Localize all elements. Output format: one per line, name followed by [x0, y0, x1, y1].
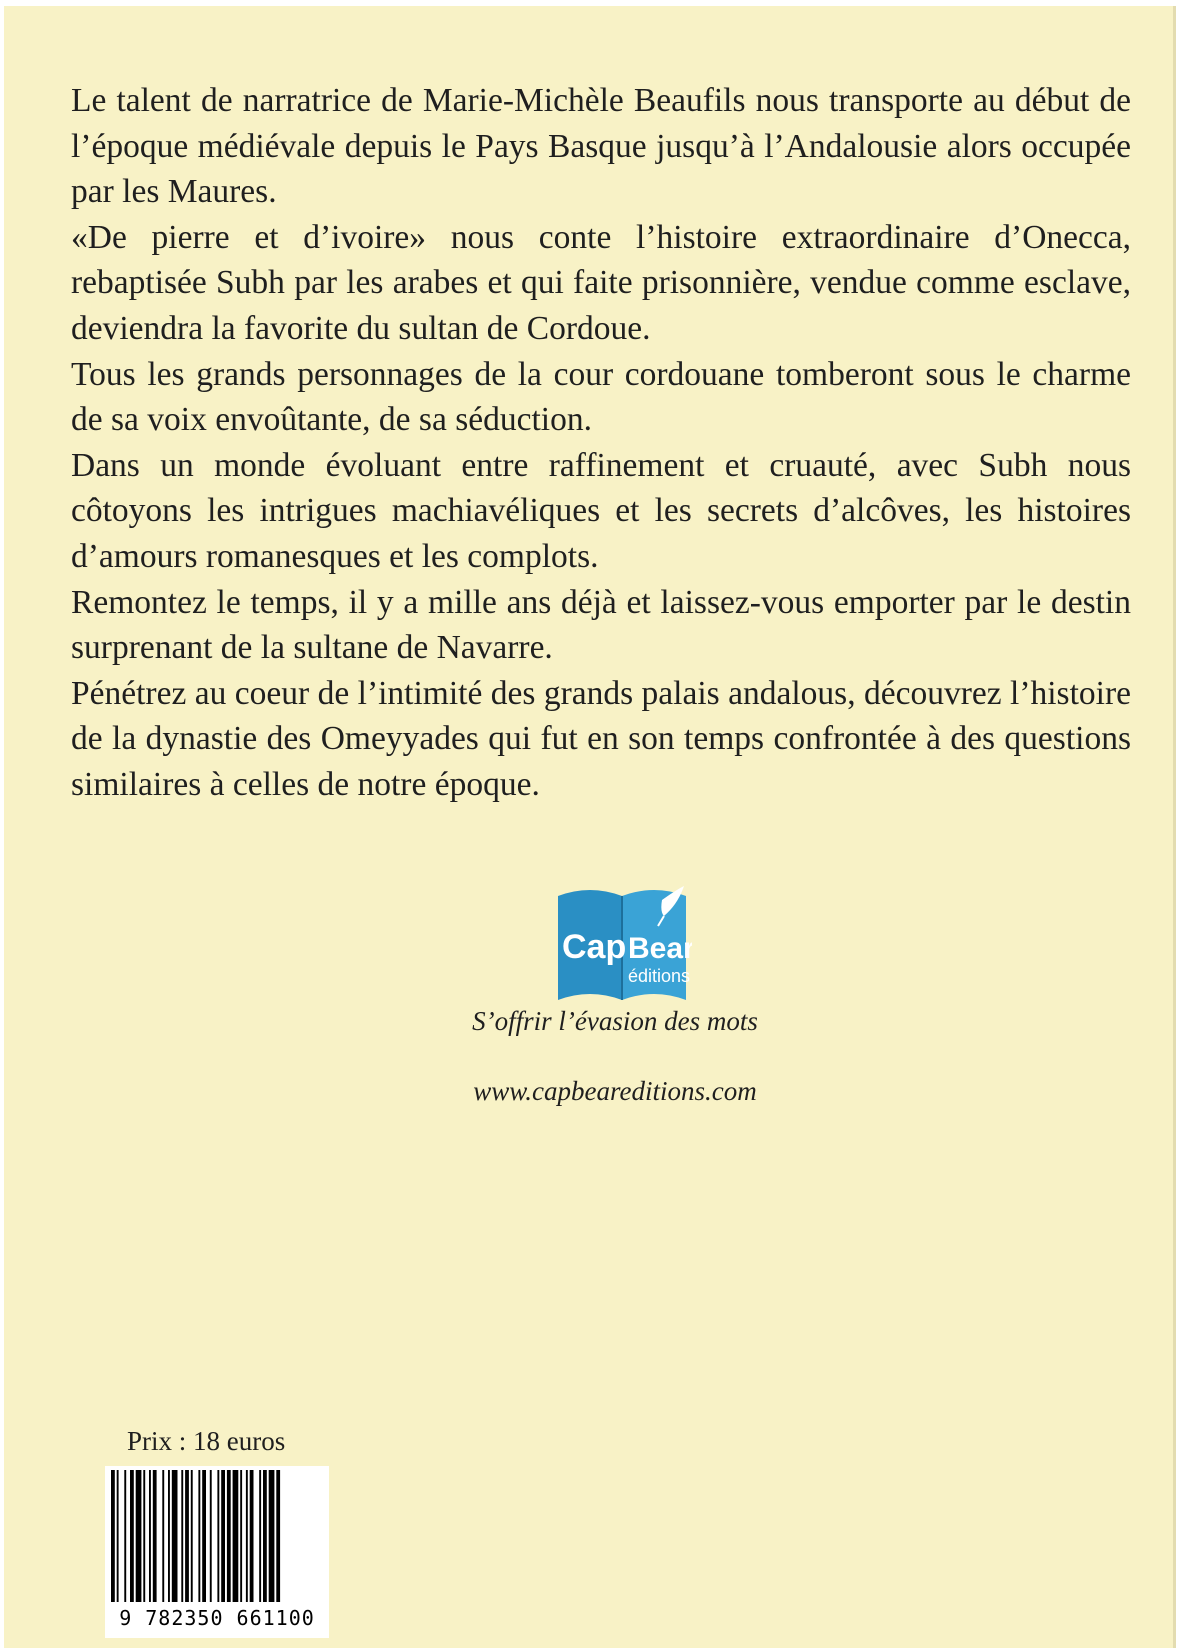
price-label: Prix : 18 euros [127, 1426, 286, 1456]
publisher-website: www.capbeareditions.com [473, 1076, 757, 1106]
capbear-logo [552, 882, 692, 1004]
logo-editions-text: éditions [628, 966, 691, 986]
barcode [105, 1466, 329, 1638]
barcode-icon [105, 1466, 329, 1606]
blurb-text [71, 78, 1131, 808]
back-cover [4, 6, 1176, 1648]
book-logo-icon [552, 882, 692, 1004]
publisher-slogan: S’offrir l’évasion des mots [472, 1006, 758, 1036]
blurb-paragraph-1: Le talent de narratrice de Marie-Michèle Beaufils nous transporte au début de l’époque médiévale depuis le Pays Basque jusqu’à l’Andalousie alors occupée par les Maures. [71, 82, 1131, 211]
isbn-number: 9 782350 661100 [119, 1606, 315, 1630]
blurb-paragraph-5: Remontez le temps, il y a mille ans déjà et laissez-vous emporter par le destin surprenant de la sultane de Navarre. [71, 583, 1131, 667]
logo-cap-text: Cap [562, 928, 627, 966]
blurb-paragraph-4: Dans un monde évoluant entre raffinement et cruauté, avec Subh nous côtoyons les intrigues machiavéliques et les secrets d’alcôves, les histoires d’amours romanesques et les complots. [71, 446, 1131, 575]
blurb-paragraph-3: Tous les grands personnages de la cour cordouane tomberont sous le charme de sa voix envoûtante, de sa séduction. [71, 355, 1131, 439]
blurb-paragraph-2: «De pierre et d’ivoire» nous conte l’histoire extraordinaire d’Onecca, rebaptisée Subh par les arabes et qui faite prisonnière, vendue comme esclave, deviendra la favorite du sultan de Cordoue. [71, 218, 1131, 347]
logo-bear-text: Bear [628, 932, 692, 965]
blurb-paragraph-6: Pénétrez au coeur de l’intimité des grands palais andalous, découvrez l’histoire de la dynastie des Omeyyades qui fut en son temps confrontée à des questions similaires à celles de notre époque. [71, 674, 1131, 803]
